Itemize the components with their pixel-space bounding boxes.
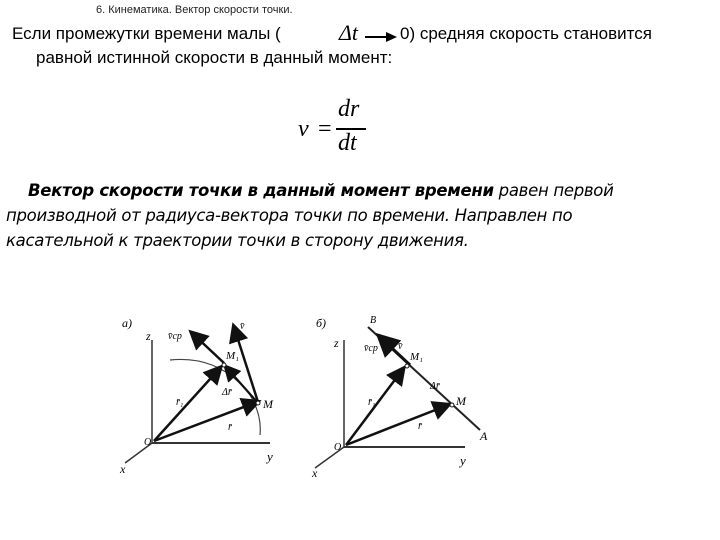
delta-r-label: Δr̄ [222, 387, 232, 398]
m1-label: M₁ [410, 351, 423, 363]
v-label: v̄ [398, 341, 403, 352]
axis-z-label: z [146, 329, 151, 343]
vector-v [380, 337, 410, 365]
formula-numerator: dr [338, 96, 360, 122]
m1-label: M₁ [226, 350, 239, 362]
definition-line2: производной от радиуса-вектора точки по времени. Направлен по [6, 206, 573, 225]
axis-z-label: z [334, 336, 339, 350]
intro-line1-text: Если промежутки времени малы ( [12, 24, 281, 43]
point-m [450, 403, 454, 407]
origin-label: O [144, 437, 152, 448]
formula-lhs: v [298, 116, 309, 142]
intro-line1-continuation: 0) средняя скорость становится [400, 24, 652, 43]
v-label: v̄ [240, 321, 245, 332]
r1-label: r̄₁ [176, 397, 184, 408]
definition-rest: равен первой [493, 181, 614, 200]
point-m1 [405, 364, 409, 368]
figure-b-label: б) [316, 316, 327, 330]
axis-x-label: x [120, 462, 126, 476]
figure-b-diagram [300, 305, 500, 480]
axis-y-label: y [460, 453, 466, 468]
v-avg-label: v̄ср [364, 343, 378, 354]
definition-line3: касательной к траектории точки в сторону движения. [6, 231, 469, 250]
definition-paragraph [6, 178, 718, 253]
figure-a-diagram [110, 305, 290, 480]
delta-r-label: Δr̄ [430, 381, 440, 392]
vector-r1 [154, 368, 220, 441]
r-label: r̄ [418, 421, 422, 432]
vector-v-avg [192, 333, 224, 363]
delta-t-symbol: Δt [339, 20, 359, 45]
velocity-formula [296, 98, 376, 162]
m-label: M [456, 394, 466, 408]
r-label: r̄ [228, 422, 232, 433]
v-avg-label: v̄ср [168, 331, 182, 342]
r1-label: r̄₁ [368, 397, 376, 408]
definition-bold: Вектор скорости точки в данный момент времени [28, 181, 494, 200]
point-m [256, 401, 260, 405]
formula-denominator: dt [338, 130, 357, 156]
figure-a-label: а) [122, 316, 132, 330]
vector-r [154, 402, 257, 441]
origin-label: O [334, 442, 342, 453]
slide-title: 6. Кинематика. Вектор скорости точки. [96, 4, 293, 16]
axis-y-label: y [267, 449, 273, 464]
m-label: M [263, 397, 273, 411]
axis-x-label: x [312, 466, 318, 480]
intro-line2-text: равной истинной скорости в данный момент: [36, 48, 393, 67]
right-arrow-icon [364, 30, 398, 44]
formula-equals: = [318, 116, 332, 142]
b-label: B [370, 315, 377, 326]
point-m1 [222, 363, 226, 367]
a-label: A [480, 429, 488, 443]
